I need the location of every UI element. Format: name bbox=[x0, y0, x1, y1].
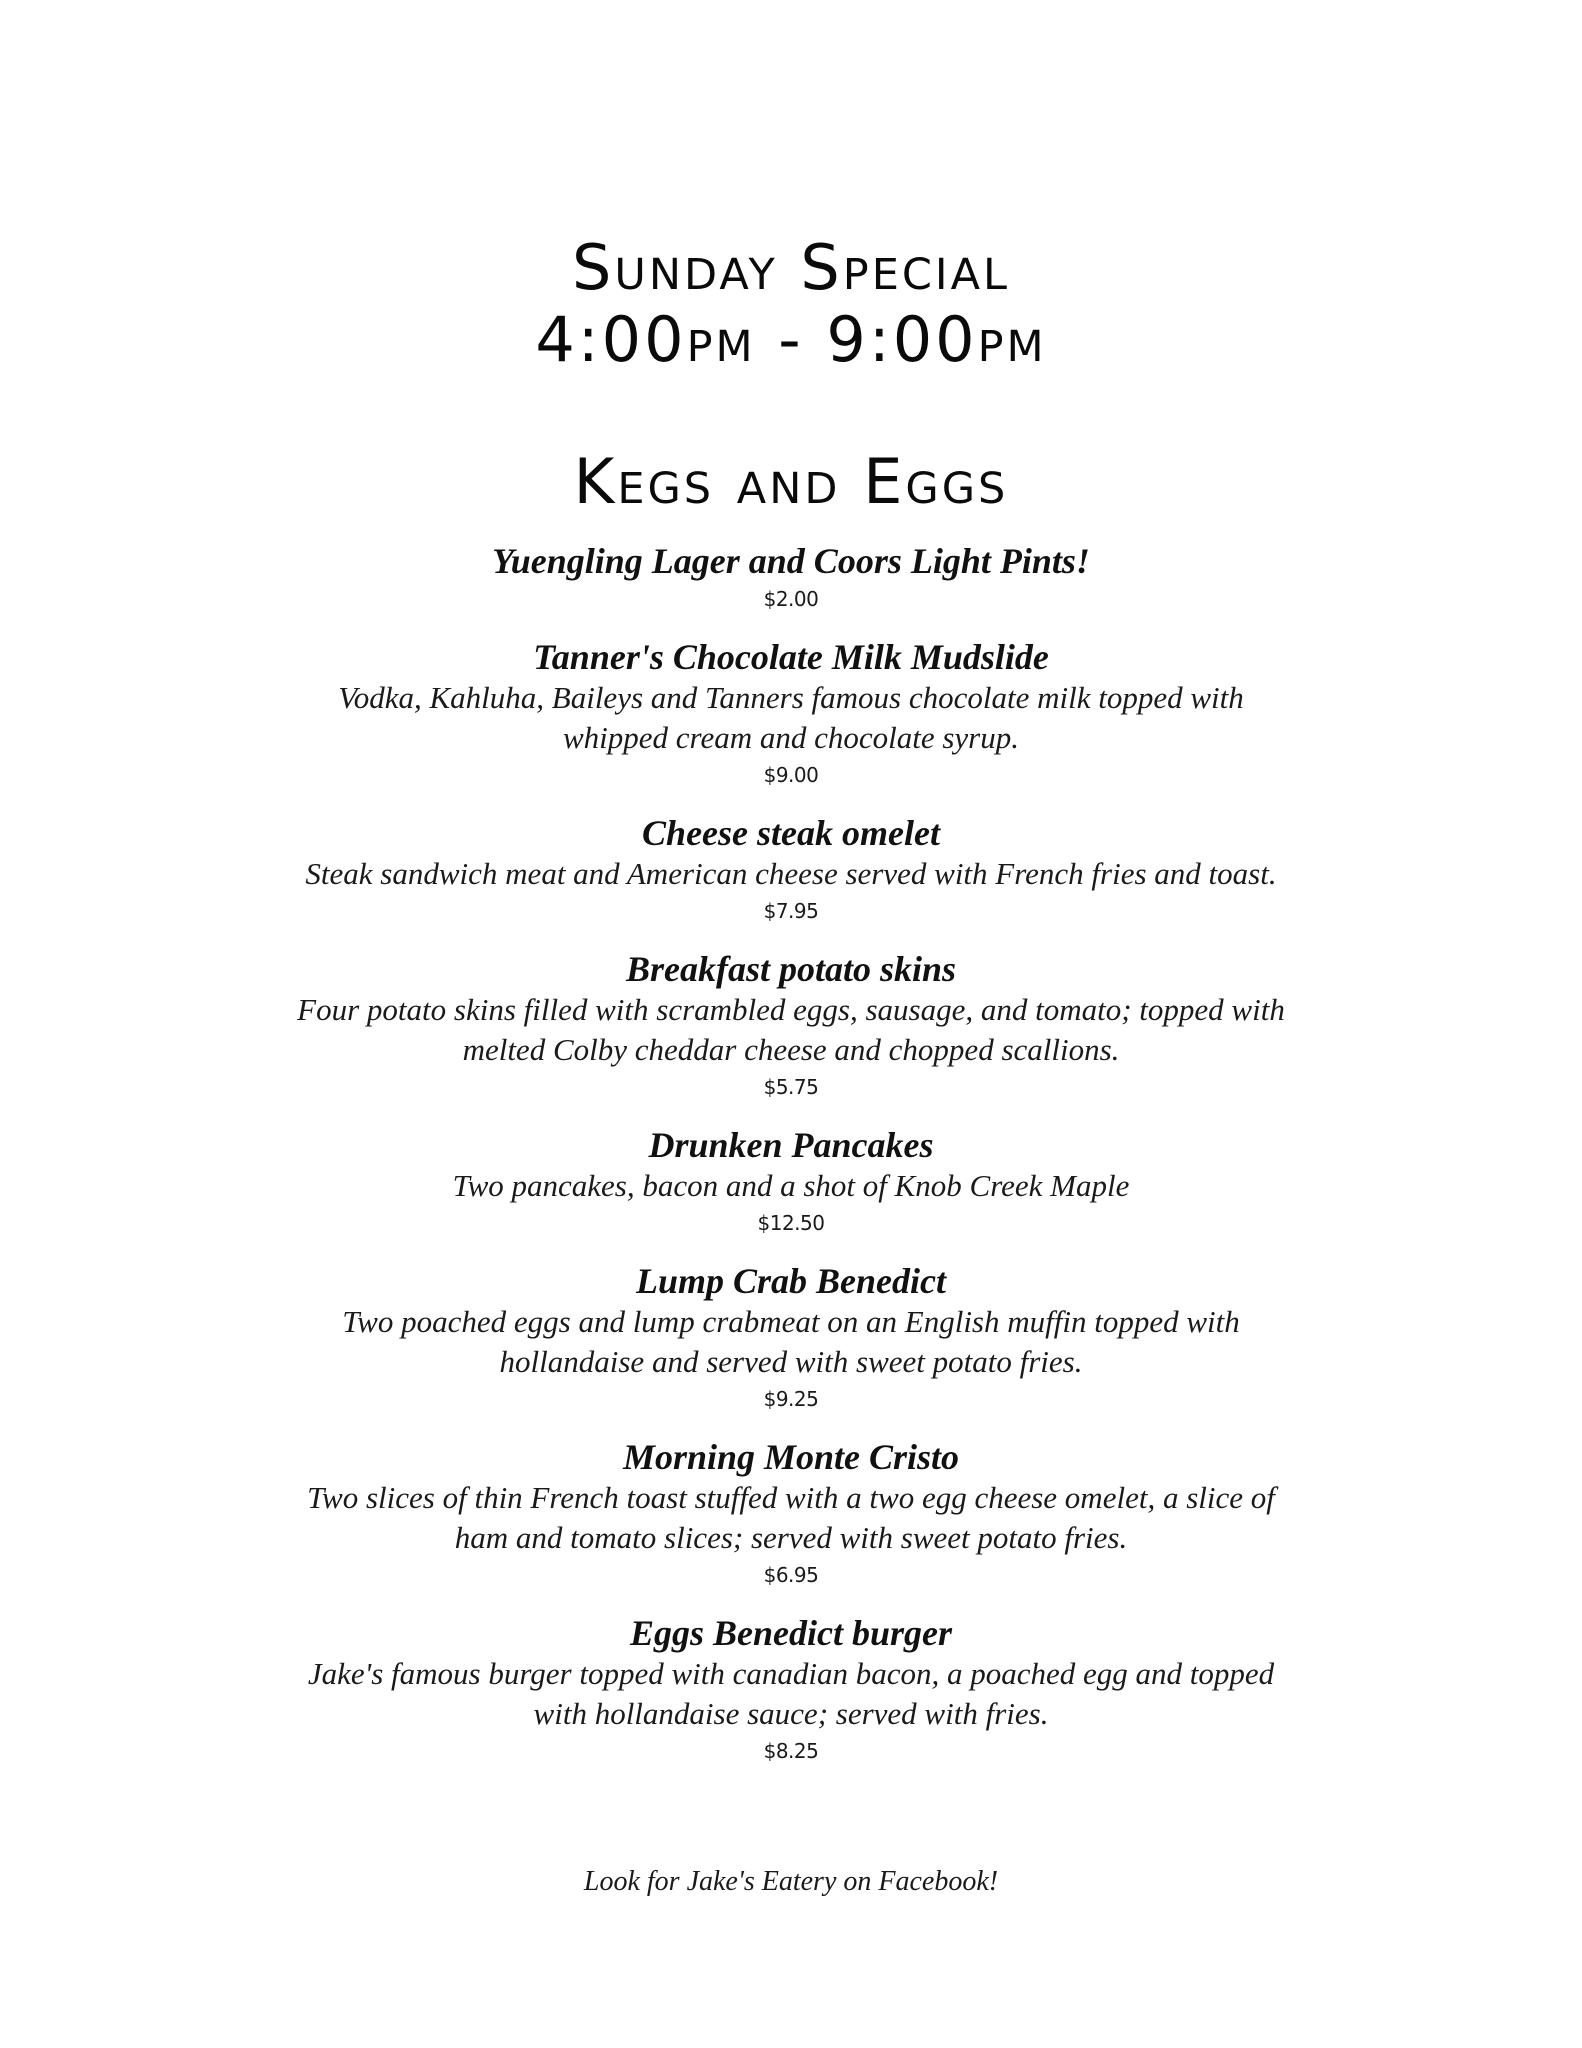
section-heading: Kegs and Eggs bbox=[573, 445, 1009, 518]
menu-item bbox=[241, 1612, 1341, 1768]
menu-item-description: Steak sandwich meat and American cheese served with French fries and toast. bbox=[305, 856, 1277, 891]
menu-item-description: Four potato skins filled with scrambled eggs, sausage, and tomato; topped with melted Colby cheddar cheese and chopped scallions. bbox=[297, 992, 1285, 1067]
menu-item-name: Breakfast potato skins bbox=[625, 949, 957, 989]
menu-item-name: Drunken Pancakes bbox=[648, 1125, 934, 1165]
menu-item-price: $7.95 bbox=[763, 899, 819, 923]
menu-item-price: $2.00 bbox=[763, 587, 819, 611]
page-title: Sunday Special bbox=[572, 231, 1010, 304]
menu-item-name: Eggs Benedict burger bbox=[629, 1613, 952, 1653]
footer-note: Look for Jake's Eatery on Facebook! bbox=[583, 1866, 999, 1897]
menu-item-description: Jake's famous burger topped with canadian bacon, a poached egg and topped with hollandaise sauce; served with fries. bbox=[307, 1656, 1275, 1731]
menu-item-price: $9.00 bbox=[763, 763, 819, 787]
menu-item bbox=[241, 1124, 1341, 1240]
menu-item-description: Two slices of thin French toast stuffed with a two egg cheese omelet, a slice of ham and tomato slices; served with sweet potato fries. bbox=[307, 1480, 1275, 1555]
menu-item-name: Yuengling Lager and Coors Light Pints! bbox=[492, 541, 1090, 581]
menu-item-price: $9.25 bbox=[763, 1387, 819, 1411]
menu-item bbox=[241, 636, 1341, 792]
menu-item-name: Tanner's Chocolate Milk Mudslide bbox=[533, 637, 1049, 677]
menu-list bbox=[0, 540, 1582, 1768]
menu-item-description: Vodka, Kahluha, Baileys and Tanners famous chocolate milk topped with whipped cream and chocolate syrup. bbox=[338, 680, 1244, 755]
menu-item bbox=[241, 812, 1341, 928]
menu-item-name: Lump Crab Benedict bbox=[635, 1261, 946, 1301]
menu-item-price: $5.75 bbox=[763, 1075, 819, 1099]
menu-item-price: $6.95 bbox=[763, 1563, 819, 1587]
menu-item-description: Two poached eggs and lump crabmeat on an English muffin topped with hollandaise and served with sweet potato fries. bbox=[342, 1304, 1240, 1379]
menu-item bbox=[241, 1260, 1341, 1416]
menu-item bbox=[241, 540, 1341, 616]
menu-item bbox=[241, 1436, 1341, 1592]
menu-item-name: Cheese steak omelet bbox=[642, 813, 940, 853]
menu-item-description: Two pancakes, bacon and a shot of Knob Creek Maple bbox=[452, 1168, 1130, 1203]
menu-item-price: $12.50 bbox=[757, 1211, 825, 1235]
hours-heading: 4:00pm - 9:00pm bbox=[535, 303, 1047, 376]
menu-item bbox=[241, 948, 1341, 1104]
menu-item-price: $8.25 bbox=[763, 1739, 819, 1763]
menu-item-name: Morning Monte Cristo bbox=[622, 1437, 960, 1477]
